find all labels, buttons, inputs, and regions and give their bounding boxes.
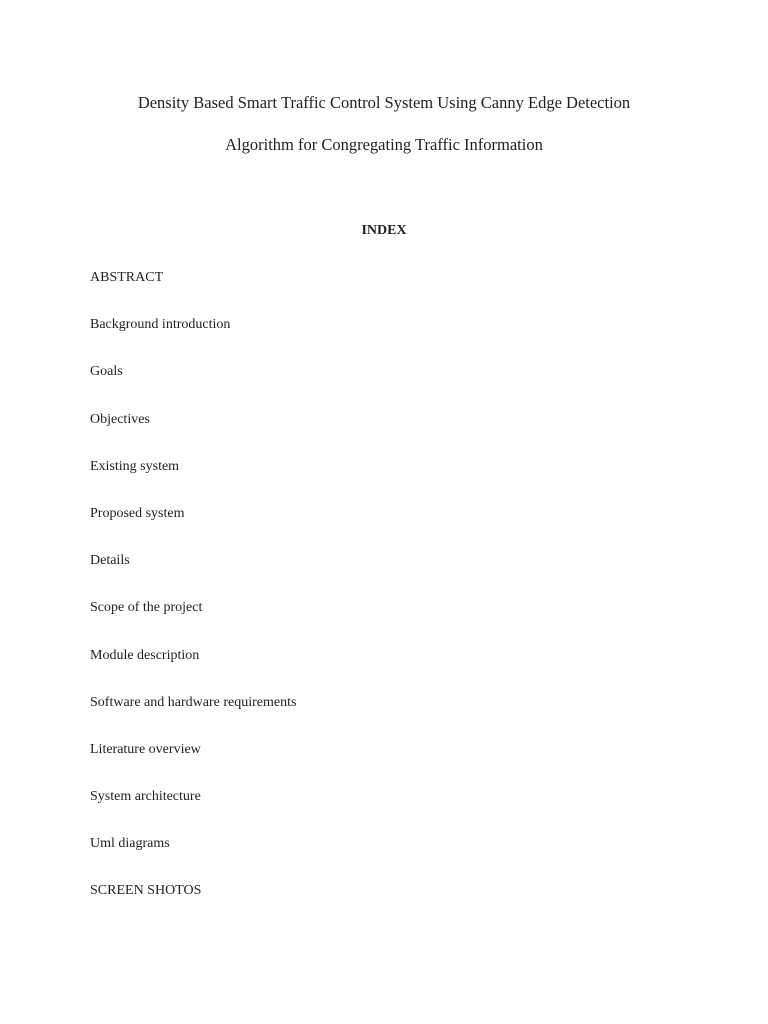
toc-item-objectives: Objectives <box>90 411 150 427</box>
toc-item-existing-system: Existing system <box>90 458 180 474</box>
toc-item-abstract: ABSTRACT <box>90 270 164 285</box>
toc-item-proposed-system: Proposed system <box>90 505 185 521</box>
toc-item-details: Details <box>90 553 130 569</box>
toc-item-uml-diagrams: Uml diagrams <box>90 836 170 852</box>
toc-item-module-description: Module description <box>90 647 200 663</box>
toc-item-system-architecture: System architecture <box>90 789 201 805</box>
toc-item-requirements: Software and hardware requirements <box>90 694 297 710</box>
toc-item-screen-shots: SCREEN SHOTOS <box>90 883 202 899</box>
index-heading: INDEX <box>361 223 407 238</box>
toc-item-background-introduction: Background introduction <box>90 317 231 333</box>
toc-item-literature-overview: Literature overview <box>90 741 201 757</box>
document-title-line-2: Algorithm for Congregating Traffic Information <box>225 135 543 154</box>
toc-item-goals: Goals <box>90 364 123 380</box>
document-title-line-1: Density Based Smart Traffic Control System Using Canny Edge Detection <box>137 93 631 112</box>
toc-item-scope: Scope of the project <box>90 600 203 616</box>
table-of-contents <box>90 269 296 930</box>
